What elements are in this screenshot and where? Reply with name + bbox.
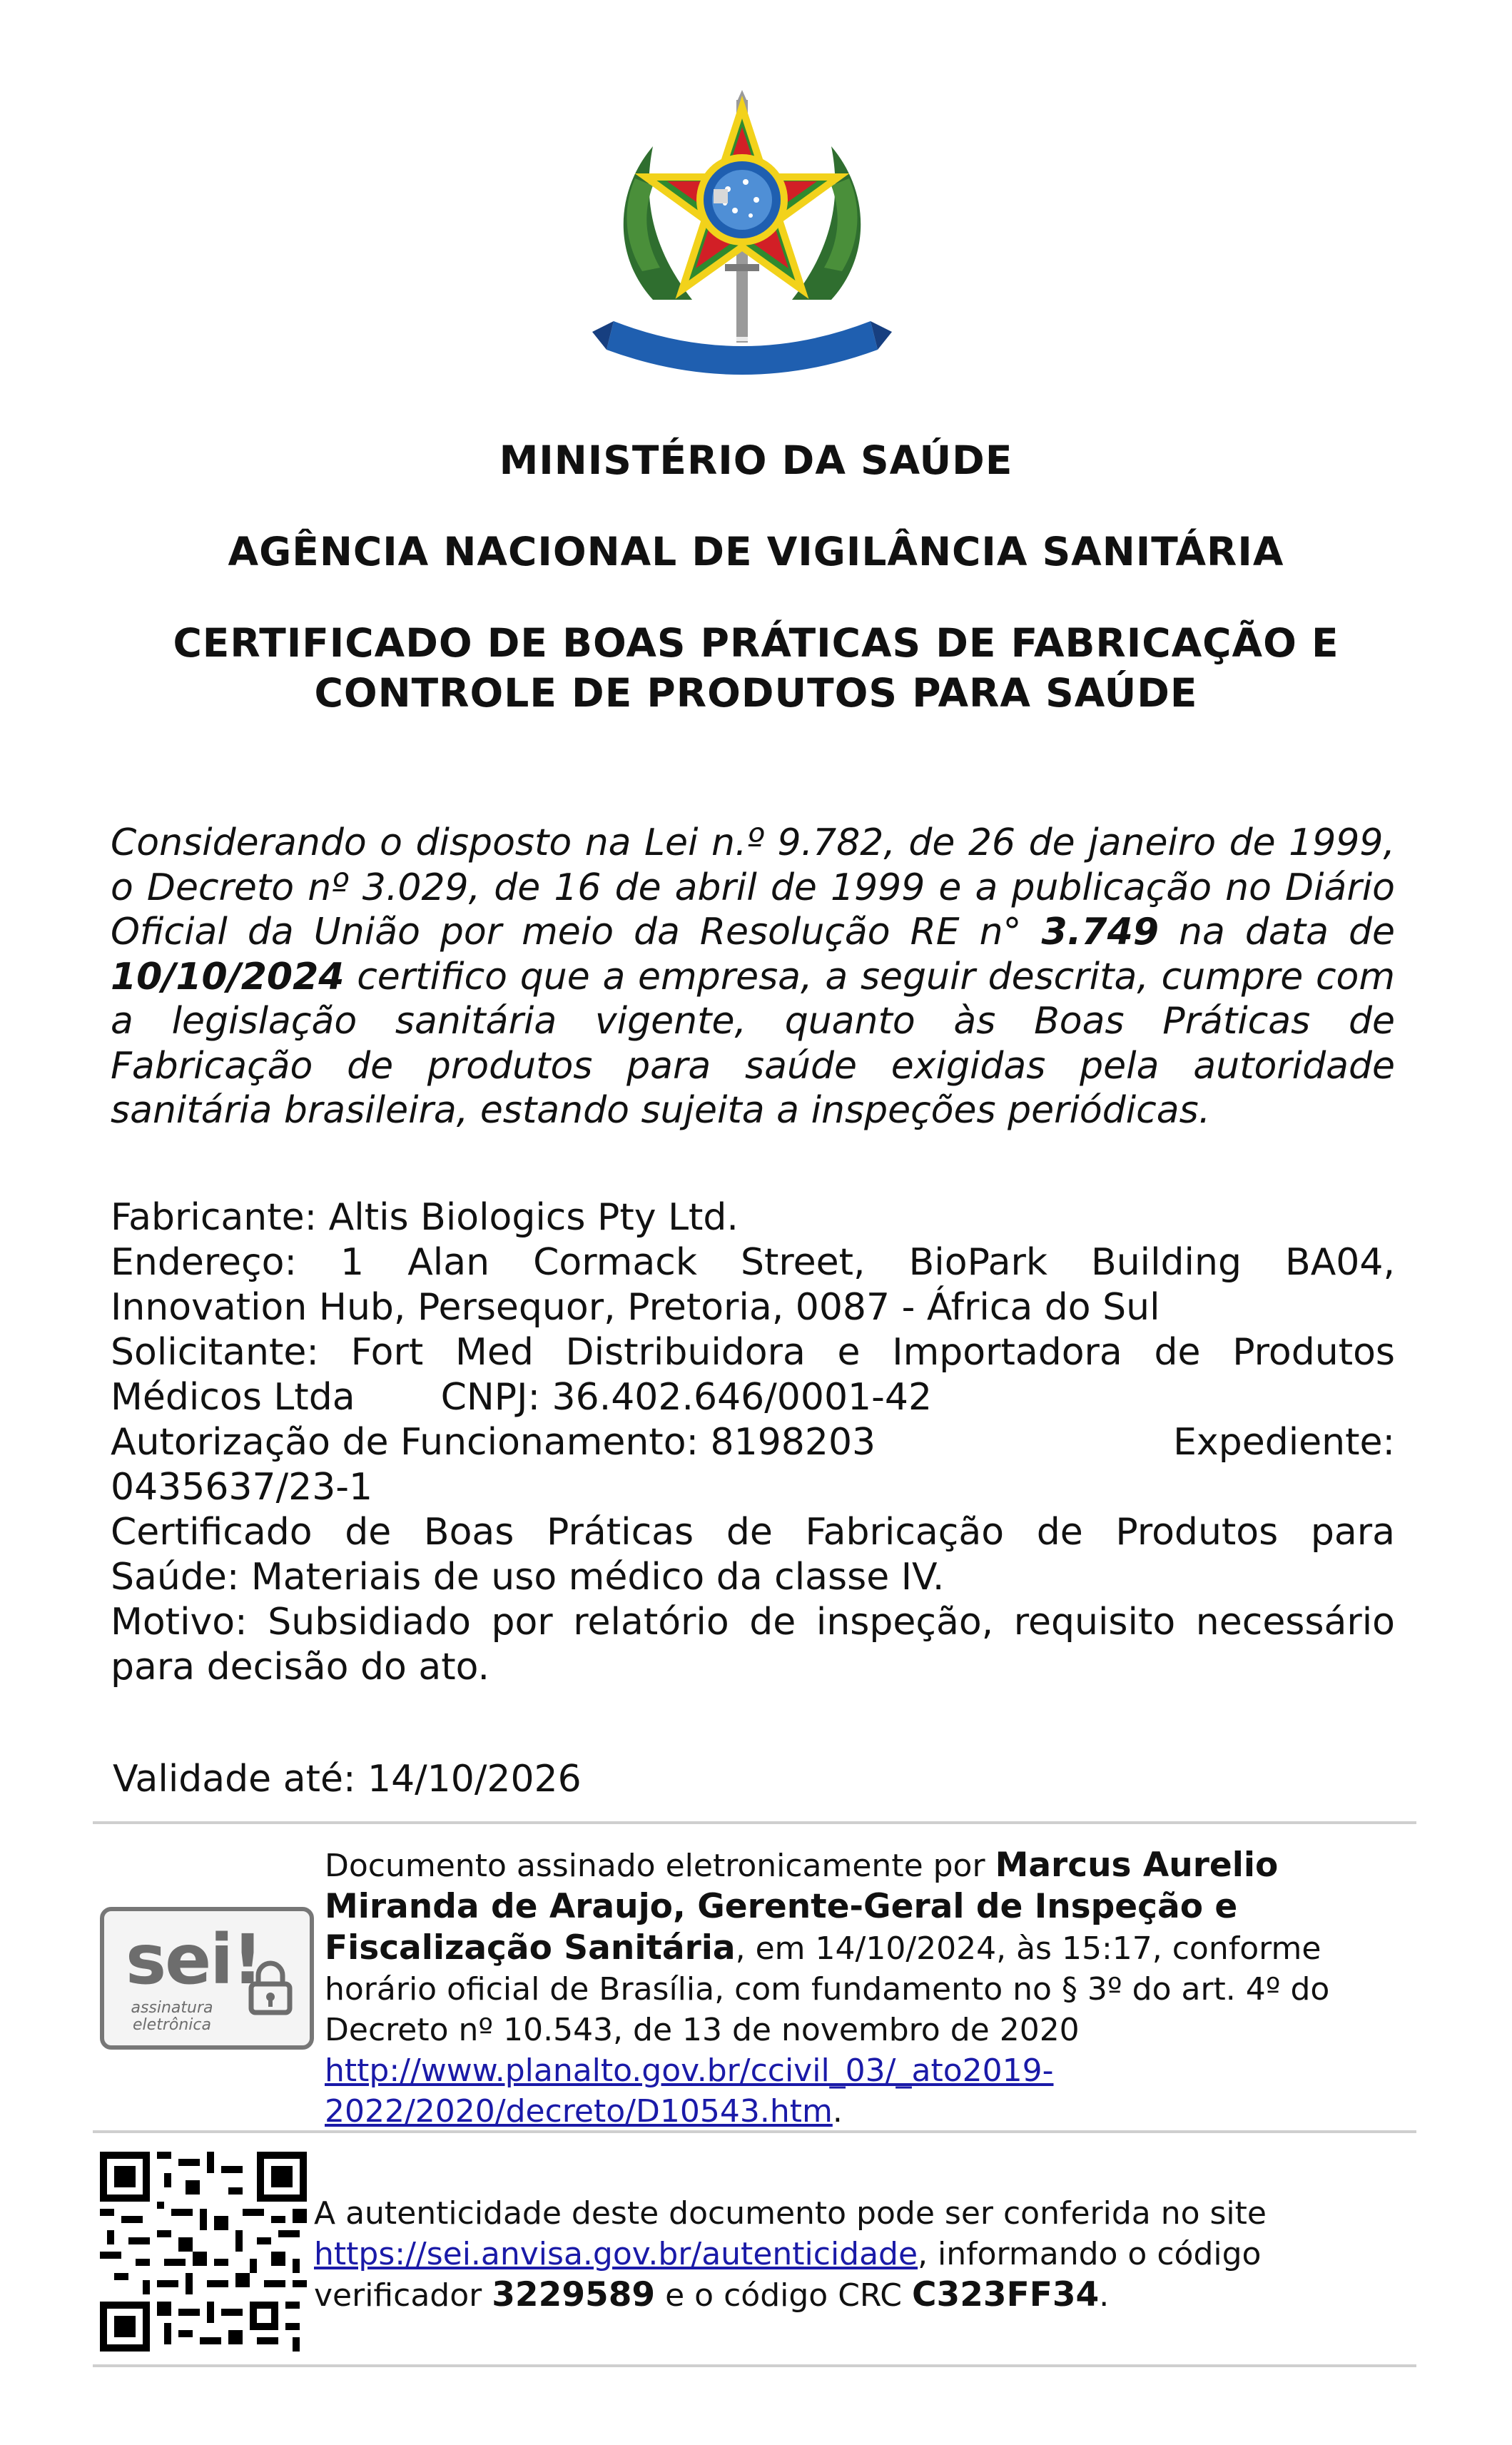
manufacturer-line: Fabricante: Altis Biologics Pty Ltd.: [111, 1196, 739, 1239]
certificate-title-line2: CONTROLE DE PRODUTOS PARA SAÚDE: [314, 670, 1198, 716]
address-line1: Endereço: 1 Alan Cormack Street, BioPark Building BA04,: [111, 1241, 1395, 1284]
certificate-title: [86, 618, 1426, 718]
certificate-title-line1: CERTIFICADO DE BOAS PRÁTICAS DE FABRICAÇÃO E: [173, 620, 1339, 666]
resolution-number: 3.749: [1041, 911, 1160, 953]
intro-part1: Considerando o disposto na Lei n.º 9.782, de 26 de janeiro de 1999, o Decreto nº 3.029, de 16 de abril de 1999 e a publicação no Diário Oficial da União por meio da Resolução RE n°: [111, 821, 1395, 953]
expedient-number: 0435637/23-1: [111, 1466, 373, 1509]
cnpj: CNPJ: 36.402.646/0001-42: [440, 1376, 933, 1419]
signature-statement: Documento assinado eletronicamente por Marcus Aurelio Miranda de Araujo, Gerente-Geral de Inspeção e Fiscalização Sanitária, em 14/10/2024, às 15:17, conforme horário oficial de Brasília, com fundamento no § 3º do art. 4º do Decreto nº 10.543, de 13 de novembro de 2020 http://www.planalto.gov.br/ccivil_03/_ato2019-2022/2020/decreto/D10543.htm.: [325, 1846, 1330, 2130]
publication-date: 10/10/2024: [111, 955, 345, 998]
company-details: [111, 1195, 1395, 1690]
validity-date: Validade até: 14/10/2026: [113, 1758, 582, 1801]
intro-paragraph: [111, 821, 1395, 1133]
reason-line1: Motivo: Subsidiado por relatório de inspeção, requisito necessário: [111, 1601, 1395, 1644]
divider: [93, 1821, 1416, 1824]
qr-code-icon: [100, 2152, 307, 2352]
sei-logo-subtitle: assinatura eletrônica: [131, 1999, 213, 2034]
sei-signature-badge: [100, 1907, 314, 2050]
authorization-row: [111, 1420, 1395, 1465]
signer-role: Gerente-Geral de Inspeção e Fiscalização Sanitária: [325, 1887, 1238, 1968]
authorization: Autorização de Funcionamento: 8198203: [111, 1421, 876, 1464]
decree-link[interactable]: http://www.planalto.gov.br/ccivil_03/_ato2019-2022/2020/decreto/D10543.htm: [325, 2052, 1054, 2130]
sei-logo-text: sei!: [126, 1920, 262, 2000]
applicant-line1: Solicitante: Fort Med Distribuidora e Importadora de Produtos: [111, 1331, 1395, 1374]
address-line2: Innovation Hub, Persequor, Pretoria, 0087 - África do Sul: [111, 1286, 1160, 1329]
ministry-heading: MINISTÉRIO DA SAÚDE: [499, 437, 1013, 483]
expedient-label: Expediente:: [1173, 1421, 1395, 1464]
padlock-icon: [245, 1958, 295, 2015]
agency-heading: AGÊNCIA NACIONAL DE VIGILÂNCIA SANITÁRIA: [228, 529, 1284, 574]
authenticity-statement: A autenticidade deste documento pode ser conferida no site https://sei.anvisa.gov.br/autenticidade, informando o código verificador 3229589 e o código CRC C323FF34.: [314, 2195, 1267, 2314]
verifier-code: 3229589: [492, 2275, 656, 2314]
intro-part3: certifico que a empresa, a seguir descrita, cumpre com a legislação sanitária vigente, quanto às Boas Práticas de Fabricação de produtos para saúde exigidas pela autoridade sanitária brasileira, estando sujeita a inspeções periódicas.: [111, 955, 1395, 1132]
divider: [93, 2130, 1416, 2133]
certificate-line2: Saúde: Materiais de uso médico da classe IV.: [111, 1556, 945, 1599]
divider: [93, 2364, 1416, 2367]
applicant-line2-row: [111, 1375, 1395, 1420]
intro-part2: na data de: [1159, 911, 1395, 953]
brazil-coat-of-arms-icon: [585, 86, 899, 385]
reason-line2: para decisão do ato.: [111, 1646, 490, 1689]
authenticity-link[interactable]: https://sei.anvisa.gov.br/autenticidade: [314, 2236, 918, 2272]
certificate-line1: Certificado de Boas Práticas de Fabricação de Produtos para: [111, 1511, 1395, 1554]
crc-code: C323FF34: [912, 2275, 1100, 2314]
signer-name: Marcus Aurelio Miranda de Araujo: [325, 1846, 1279, 1926]
applicant-line2: Médicos Ltda: [111, 1376, 355, 1419]
